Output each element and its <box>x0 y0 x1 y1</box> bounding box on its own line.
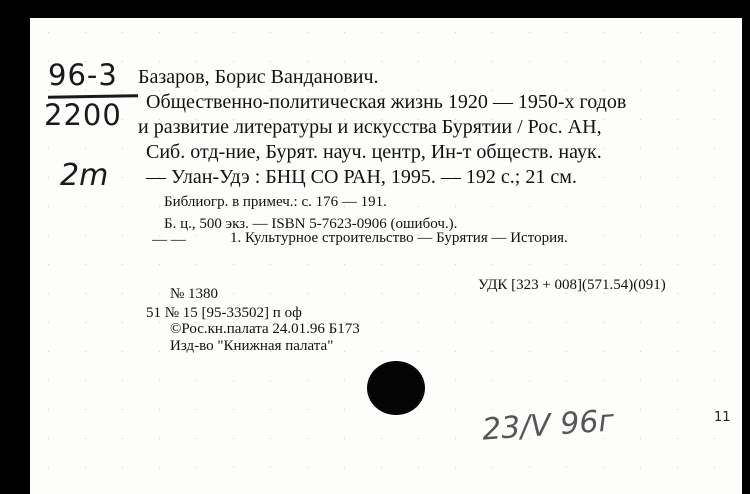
catalog-card <box>30 18 742 494</box>
edge-mark: 11 <box>714 410 731 425</box>
udc-code: УДК [323 + 008](571.54)(091) <box>478 277 666 293</box>
shelf-mark-bottom: 2200 <box>44 98 122 132</box>
ink-blot <box>367 361 425 415</box>
author-heading: Базаров, Борис Ванданович. <box>138 66 379 88</box>
shelf-mark-top: 96-3 <box>48 58 118 92</box>
title-line-1: Общественно-политическая жизнь 1920 — 1950-х годов <box>146 91 627 113</box>
record-number: № 1380 <box>170 286 219 302</box>
handwritten-mark: 2m <box>60 158 109 193</box>
handwritten-date: 23/V 96г <box>480 403 616 448</box>
publisher-line: Изд-во "Книжная палата" <box>170 338 334 354</box>
price-isbn-line: Б. ц., 500 экз. — ISBN 5-7623-0906 (ошибоч.). <box>164 216 458 232</box>
subject-dashes: — — <box>152 232 186 248</box>
title-line-2: и развитие литературы и искусства Бурятии / Рос. АН, <box>138 116 602 138</box>
copyright-line: ©Рос.кн.палата 24.01.96 Б173 <box>170 321 360 337</box>
registration-line: 51 № 15 [95-33502] п оф <box>146 305 302 321</box>
title-line-3: Сиб. отд-ние, Бурят. науч. центр, Ин-т обществ. наук. <box>146 141 602 163</box>
bibliography-note: Библиогр. в примеч.: с. 176 — 191. <box>164 194 387 210</box>
subject-headings: 1. Культурное строительство — Бурятия — История. <box>230 230 568 246</box>
title-line-4: — Улан-Удэ : БНЦ СО РАН, 1995. — 192 с.; 21 см. <box>146 166 577 188</box>
